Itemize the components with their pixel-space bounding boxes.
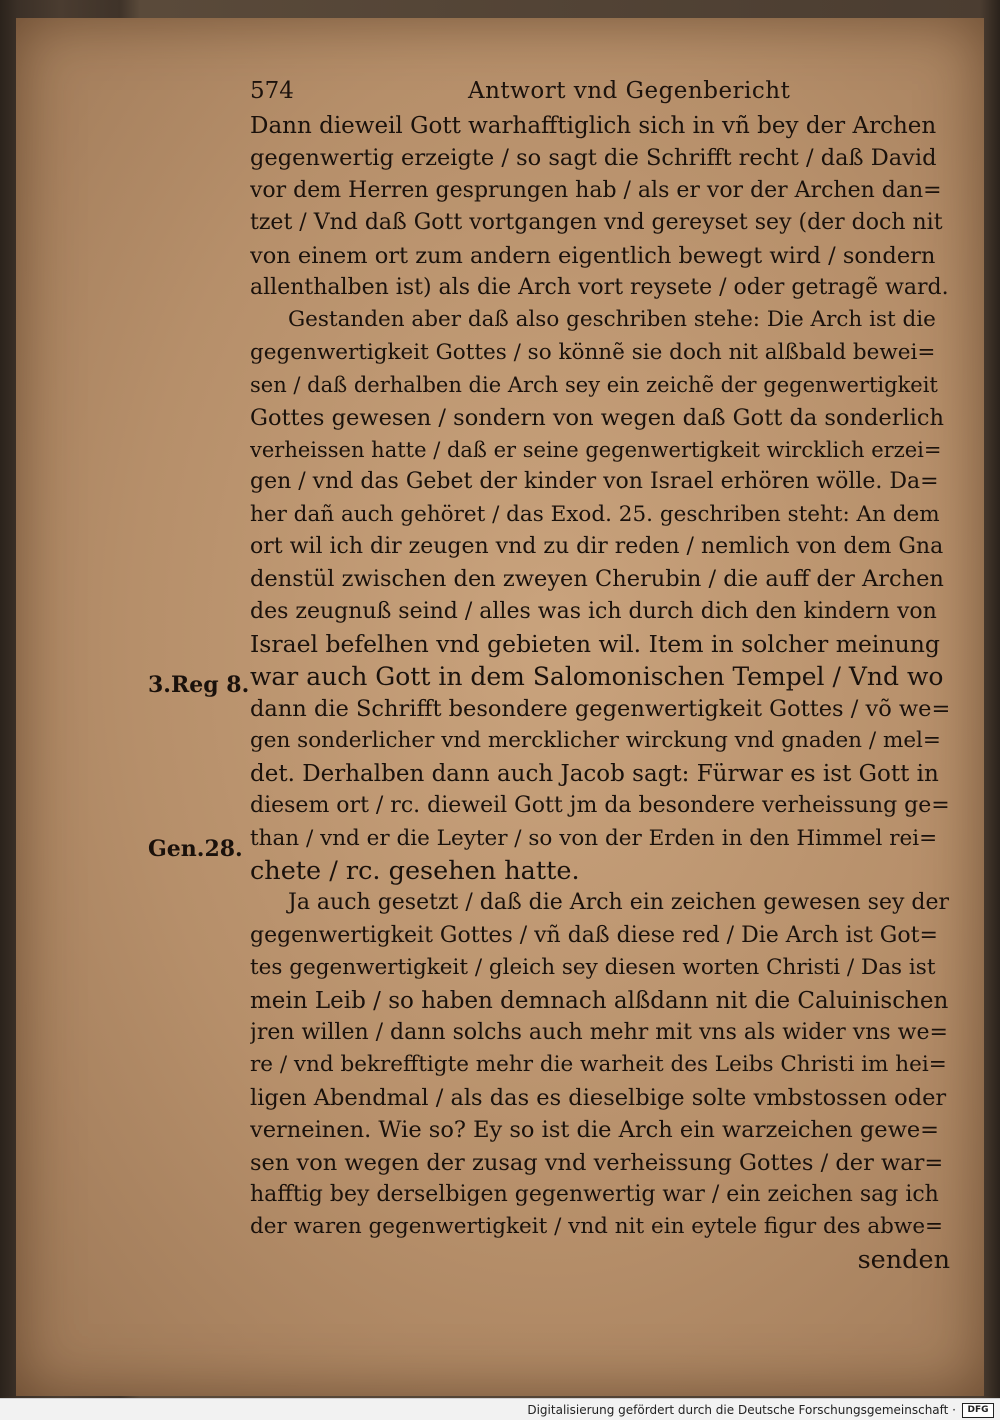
text-line: det. Derhalben dann auch Jacob sagt: Fürwar es ist Gott in <box>250 760 939 787</box>
text-line: Gottes gewesen / sondern von wegen daß Gott da sonderlich <box>250 404 944 431</box>
text-line: des zeugnuß seind / alles was ich durch dich den kindern von <box>250 598 937 624</box>
text-line: gegenwertigkeit Gottes / vñ daß diese red / Die Arch ist Got= <box>250 922 938 948</box>
text-line: tzet / Vnd daß Gott vortgangen vnd gereyset sey (der doch nit <box>250 210 943 236</box>
text-line: allenthalben ist) als die Arch vort reysete / oder getragẽ ward. <box>250 274 949 300</box>
text-line: re / vnd bekrefftigte mehr die warheit des Leibs Christi im hei= <box>250 1052 947 1078</box>
text-line: denstül zwischen den zweyen Cherubin / die auff der Archen <box>250 566 944 593</box>
margin-note-gen: Gen.28. <box>148 836 243 862</box>
margin-note-reg: 3.Reg 8. <box>148 672 250 698</box>
text-line: Israel befelhen vnd gebieten wil. Item in solcher meinung <box>250 630 940 659</box>
text-line: Ja auch gesetzt / daß die Arch ein zeichen gewesen sey der <box>288 890 949 916</box>
footer-bar <box>0 1398 1000 1420</box>
catchword: senden <box>857 1244 950 1275</box>
funding-credit: Digitalisierung gefördert durch die Deutsche Forschungsgemeinschaft · <box>527 1403 956 1417</box>
text-line: gen / vnd das Gebet der kinder von Israel erhören wölle. Da= <box>250 469 939 495</box>
text-line: Gestanden aber daß also geschriben stehe: Die Arch ist die <box>288 307 936 333</box>
text-line: gegenwertigkeit Gottes / so könnẽ sie doch nit alßbald bewei= <box>250 339 936 365</box>
text-line: dann die Schrifft besondere gegenwertigkeit Gottes / võ we= <box>250 696 950 723</box>
dfg-logo: DFG <box>962 1403 994 1418</box>
text-line: von einem ort zum andern eigentlich bewegt wird / sondern <box>250 242 936 269</box>
text-line: jren willen / dann solchs auch mehr mit vns als wider vns we= <box>250 1019 948 1045</box>
text-line: tes gegenwertigkeit / gleich sey diesen worten Christi / Das ist <box>250 955 936 981</box>
text-line: mein Leib / so haben demnach alßdann nit die Caluinischen <box>250 987 949 1014</box>
text-line: ort wil ich dir zeugen vnd zu dir reden / nemlich von dem Gna <box>250 534 944 560</box>
text-line: verneinen. Wie so? Ey so ist die Arch ein warzeichen gewe= <box>250 1117 940 1144</box>
text-line: verheissen hatte / daß er seine gegenwertigkeit wircklich erzei= <box>250 437 942 462</box>
text-line: Dann dieweil Gott warhafftiglich sich in vñ bey der Archen <box>250 113 937 139</box>
text-line: sen von wegen der zusag vnd verheissung Gottes / der war= <box>250 1149 944 1176</box>
running-head: Antwort vnd Gegenbericht <box>468 78 791 104</box>
text-line: gen sonderlicher vnd mercklicher wirckung vnd gnaden / mel= <box>250 728 941 754</box>
text-line: war auch Gott in dem Salomonischen Tempel / Vnd wo <box>250 661 944 691</box>
page-header <box>250 78 950 110</box>
text-line: chete / rc. gesehen hatte. <box>250 855 580 886</box>
page-number: 574 <box>250 78 294 104</box>
text-line: ligen Abendmal / als das es dieselbige solte vmbstossen oder <box>250 1084 947 1111</box>
text-line: her dañ auch gehöret / das Exod. 25. geschriben steht: An dem <box>250 501 940 527</box>
text-line: hafftig bey derselbigen gegenwertig war / ein zeichen sag ich <box>250 1181 939 1207</box>
text-line: diesem ort / rc. dieweil Gott jm da besondere verheissung ge= <box>250 793 950 819</box>
body-text <box>250 110 950 1276</box>
text-line: gegenwertig erzeigte / so sagt die Schrifft recht / daß David <box>250 145 937 172</box>
text-line: than / vnd er die Leyter / so von der Erden in den Himmel rei= <box>250 825 938 851</box>
text-line: der waren gegenwertigkeit / vnd nit ein eytele figur des abwe= <box>250 1214 944 1240</box>
text-line: sen / daß derhalben die Arch sey ein zeichẽ der gegenwertigkeit <box>250 373 938 398</box>
text-line: vor dem Herren gesprungen hab / als er vor der Archen dan= <box>250 177 942 203</box>
